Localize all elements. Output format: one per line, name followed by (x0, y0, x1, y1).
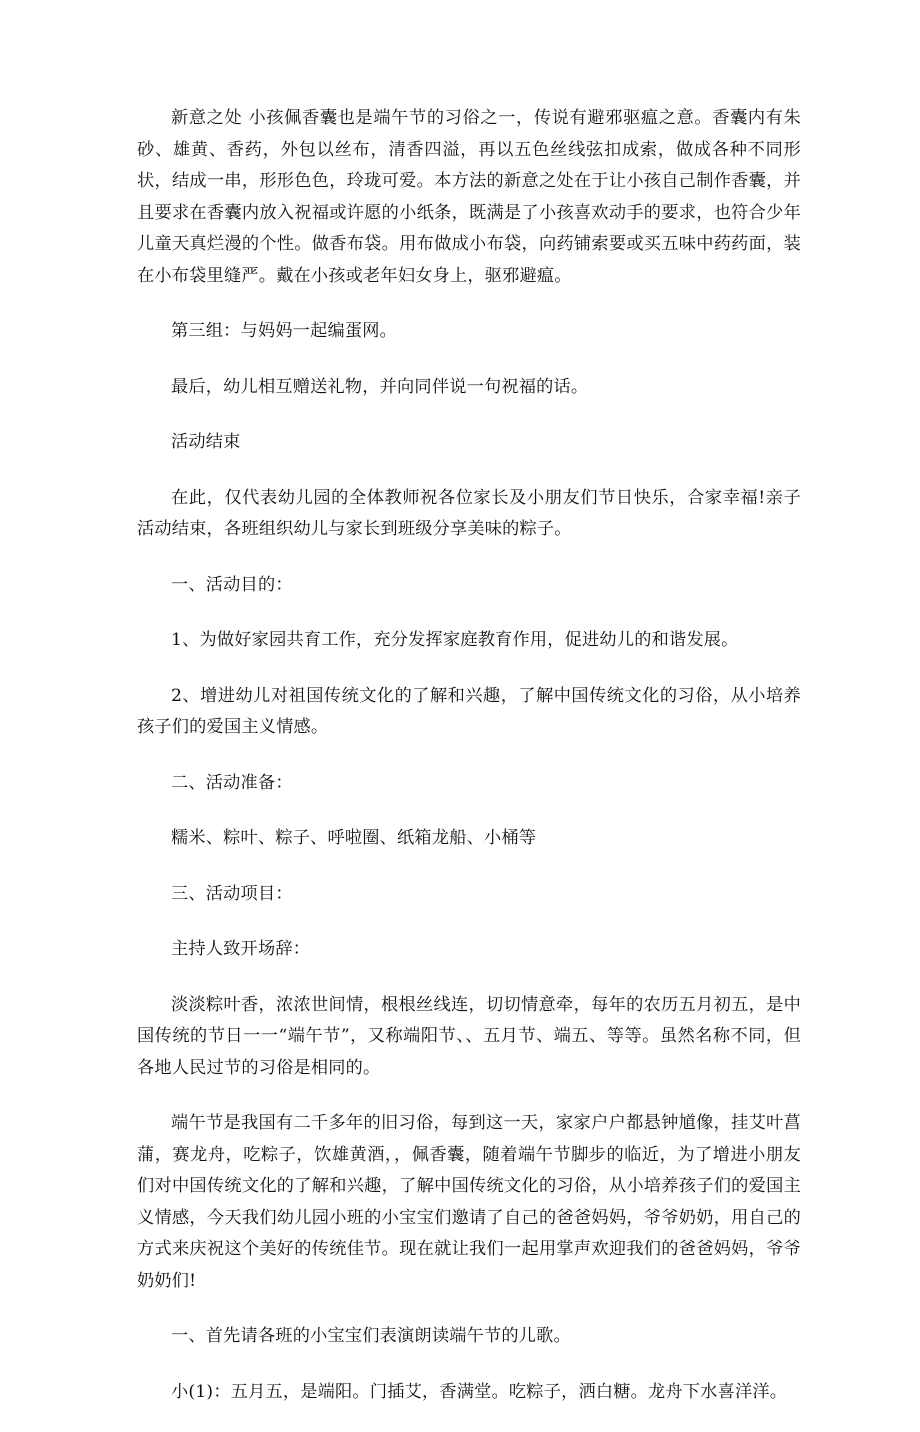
paragraph-sachet-innovation: 新意之处 小孩佩香囊也是端午节的习俗之一，传说有避邪驱瘟之意。香囊内有朱砂、雄黄、香药，外包以丝布，清香四溢，再以五色丝线弦扣成索，做成各种不同形状，结成一串，形形色色，玲珑可爱。本方法的新意之处在于让小孩自己制作香囊，并且要求在香囊内放入祝福或许愿的小纸条，既满是了小孩喜欢动手的要求，也符合少年儿童天真烂漫的个性。做香布袋。用布做成小布袋，向药铺索要或买五味中药药面，装在小布袋里缝严。戴在小孩或老年妇女身上，驱邪避瘟。 (137, 108, 801, 286)
paragraph-festival-customs: 端午节是我国有二千多年的旧习俗，每到这一天，家家户户都悬钟馗像，挂艾叶菖蒲，赛龙舟，吃粽子，饮雄黄酒，，佩香囊，随着端午节脚步的临近，为了增进小朋友们对中国传统文化的了解和兴趣，了解中国传统文化的习俗，从小培养孩子们的爱国主义情感，今天我们幼儿园小班的小宝宝们邀请了自己的爸爸妈妈，爷爷奶奶，用自己的方式来庆祝这个美好的传统佳节。现在就让我们一起用掌声欢迎我们的爸爸妈妈，爷爷奶奶们! (137, 1113, 801, 1291)
heading-activity-items: 三、活动项目： (171, 883, 293, 904)
paragraph-group-three: 第三组：与妈妈一起编蛋网。 (171, 321, 398, 341)
heading-activity-end: 活动结束 (171, 432, 241, 452)
document-page (137, 103, 801, 1432)
paragraph-materials: 糯米、粽叶、粽子、呼啦圈、纸箱龙船、小桶等 (171, 828, 537, 848)
paragraph-closing-wishes: 在此，仅代表幼儿园的全体教师祝各位家长及小朋友们节日快乐，合家幸福!亲子活动结束，各班组织幼儿与家长到班级分享美味的粽子。 (137, 487, 801, 539)
heading-activity-purpose: 一、活动目的： (171, 574, 293, 595)
list-item-purpose-2: 2、增进幼儿对祖国传统文化的了解和兴趣，了解中国传统文化的习俗，从小培养孩子们的爱国主义情感。 (137, 685, 801, 737)
paragraph-class-rhyme: 小(1)：五月五，是端阳。门插艾，香满堂。吃粽子，洒白糖。龙舟下水喜洋洋。 (171, 1381, 788, 1402)
paragraph-opening-speech: 淡淡粽叶香，浓浓世间情，根根丝线连，切切情意牵，每年的农历五月初五，是中国传统的节日一一“端午节”，又称端阳节、、五月节、端五、等等。虽然名称不同，但各地人民过节的习俗是相同的。 (137, 994, 801, 1078)
list-item-purpose-1: 1、为做好家园共育工作，充分发挥家庭教育作用，促进幼儿的和谐发展。 (171, 630, 739, 650)
paragraph-exchange-gifts: 最后，幼儿相互赠送礼物，并向同伴说一句祝福的话。 (171, 376, 589, 397)
paragraph-nursery-rhyme-intro: 一、首先请各班的小宝宝们表演朗读端午节的儿歌。 (171, 1326, 571, 1346)
heading-activity-preparation: 二、活动准备： (171, 772, 293, 793)
heading-host-opening: 主持人致开场辞： (171, 939, 311, 959)
